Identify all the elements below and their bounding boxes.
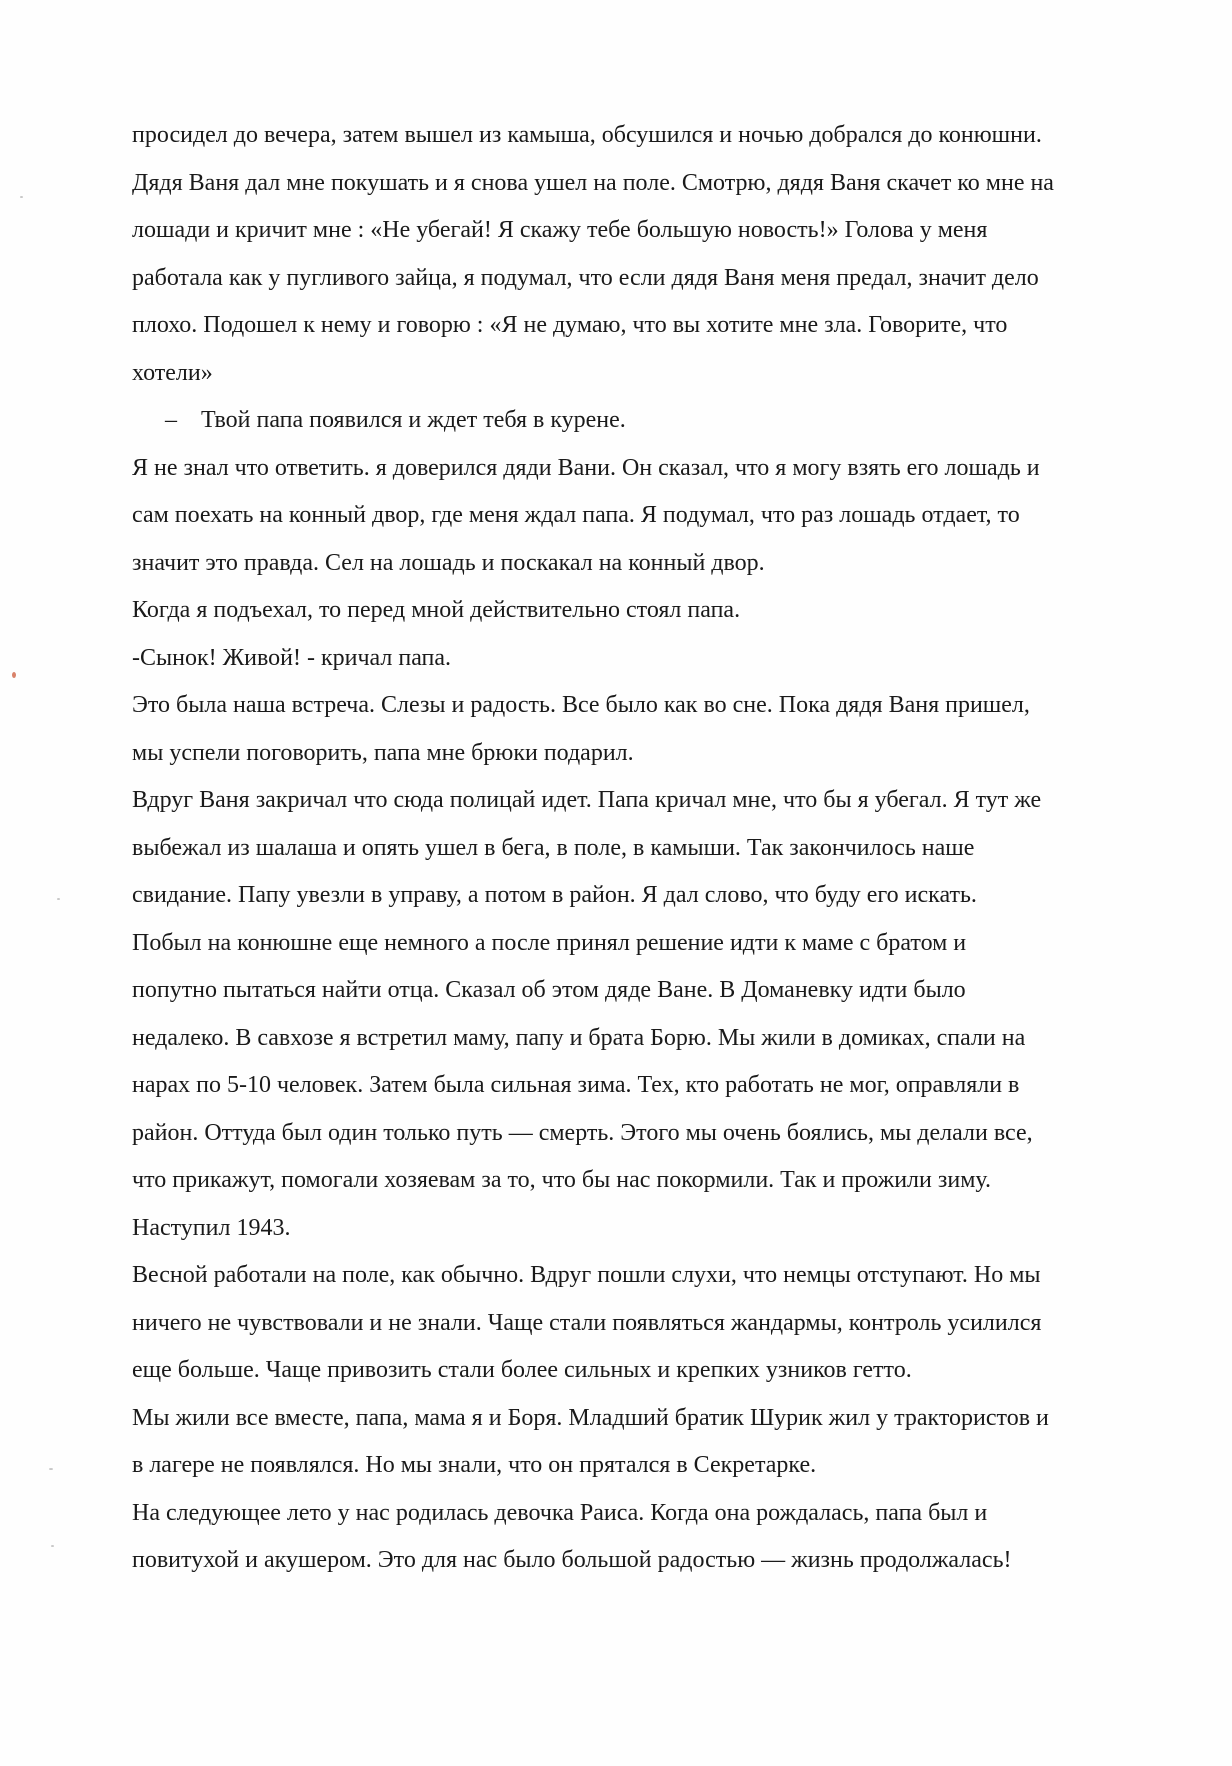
scan-speck: [57, 898, 60, 900]
text-line: просидел до вечера, затем вышел из камыша, обсушился и ночью добрался до конюшни.: [132, 122, 1042, 148]
text-line: в лагере не появлялся. Но мы знали, что он прятался в Секретарке.: [132, 1452, 817, 1478]
text-line: Дядя Ваня дал мне покушать и я снова ушел на поле. Смотрю, дядя Ваня скачет ко мне на: [132, 169, 1054, 196]
scan-speck: [51, 1545, 54, 1547]
text-line: Наступил 1943.: [132, 1214, 291, 1241]
dialogue-text: Твой папа появился и ждет тебя в курене.: [201, 407, 626, 433]
dash-marker: –: [165, 407, 177, 433]
text-line: свидание. Папу увезли в управу, а потом в район. Я дал слово, что буду его искать.: [132, 882, 977, 908]
scan-speck: [49, 1468, 53, 1470]
text-line: работала как у пугливого зайца, я подумал, что если дядя Ваня меня предал, значит дело: [132, 264, 1039, 291]
text-line: Это была наша встреча. Слезы и радость. Все было как во сне. Пока дядя Ваня пришел,: [132, 692, 1030, 718]
text-line: плохо. Подошел к нему и говорю : «Я не думаю, что вы хотите мне зла. Говорите, что: [132, 312, 1008, 338]
text-line: значит это правда. Сел на лошадь и поскакал на конный двор.: [132, 549, 765, 576]
dialogue-line: [132, 397, 1192, 445]
text-line: Вдруг Ваня закричал что сюда полицай идет. Папа кричал мне, что бы я убегал. Я тут же: [132, 787, 1042, 813]
text-line: что прикажут, помогали хозяевам за то, что бы нас покормили. Так и прожили зиму.: [132, 1167, 991, 1193]
text-line: повитухой и акушером. Это для нас было большой радостью — жизнь продолжалась!: [132, 1547, 1012, 1573]
text-line: выбежал из шалаша и опять ушел в бега, в поле, в камыши. Так закончилось наше: [132, 834, 975, 861]
text-line: На следующее лето у нас родилась девочка Раиса. Когда она рождалась, папа был и: [132, 1499, 988, 1526]
text-line: ничего не чувствовали и не знали. Чаще стали появляться жандармы, контроль усилился: [132, 1309, 1042, 1336]
text-line: еще больше. Чаще привозить стали более сильных и крепких узников гетто.: [132, 1357, 912, 1383]
text-line: сам поехать на конный двор, где меня ждал папа. Я подумал, что раз лошадь отдает, то: [132, 502, 1020, 528]
document-body: [132, 112, 1192, 1585]
scan-speck-red: [12, 672, 16, 678]
text-line: Весной работали на поле, как обычно. Вдруг пошли слухи, что немцы отступают. Но мы: [132, 1262, 1041, 1288]
text-line: лошади и кричит мне : «Не убегай! Я скажу тебе большую новость!» Голова у меня: [132, 217, 988, 243]
text-line: нарах по 5-10 человек. Затем была сильная зима. Тех, кто работать не мог, оправляли в: [132, 1072, 1020, 1098]
text-line: недалеко. В савхозе я встретил маму, папу и брата Борю. Мы жили в домиках, спали на: [132, 1024, 1026, 1051]
text-line: -Сынок! Живой! - кричал папа.: [132, 644, 452, 671]
text-line: Когда я подъехал, то перед мной действительно стоял папа.: [132, 597, 741, 623]
text-line: Мы жили все вместе, папа, мама я и Боря. Младший братик Шурик жил у трактористов и: [132, 1404, 1049, 1431]
text-line: хотели»: [132, 359, 213, 386]
text-line: Побыл на конюшне еще немного а после принял решение идти к маме с братом и: [132, 929, 967, 956]
text-line: Я не знал что ответить. я доверился дяди Вани. Он сказал, что я могу взять его лошадь и: [132, 454, 1040, 481]
text-line: район. Оттуда был один только путь — смерть. Этого мы очень боялись, мы делали все,: [132, 1119, 1033, 1146]
scan-speck: [20, 196, 23, 198]
text-line: попутно пытаться найти отца. Сказал об этом дяде Ване. В Доманевку идти было: [132, 977, 966, 1003]
text-line: мы успели поговорить, папа мне брюки подарил.: [132, 739, 634, 766]
